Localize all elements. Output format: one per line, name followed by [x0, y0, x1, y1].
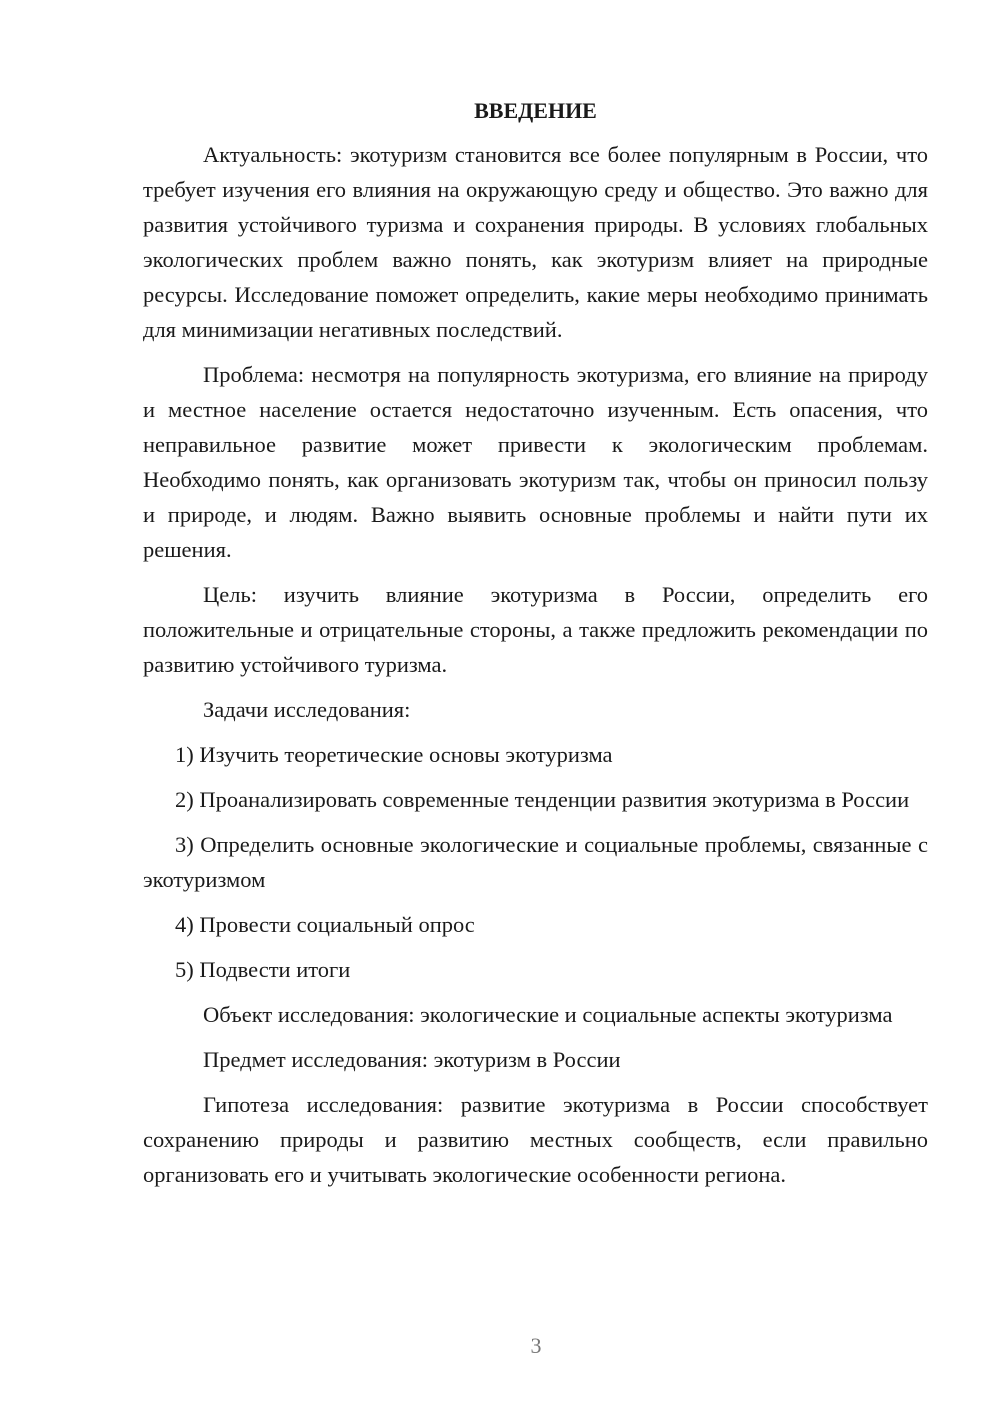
page-number: 3	[530, 1333, 542, 1358]
paragraph-goal: Цель: изучить влияние экотуризма в России, определить его положительные и отрицательные стороны, а также предложить рекомендации по развитию устойчивого туризма.	[143, 582, 928, 677]
paragraph-object: Объект исследования: экологические и социальные аспекты экотуризма	[203, 1002, 893, 1027]
paragraph-relevance: Актуальность: экотуризм становится все более популярным в России, что требует изучения его влияния на окружающую среду и общество. Это важно для развития устойчивого туризма и сохранения природы. В условиях глобальных экологических проблем важно понять, как экотуризм влияет на природные ресурсы. Исследование поможет определить, какие меры необходимо принимать для минимизации негативных последствий.	[143, 142, 928, 342]
paragraph-problem: Проблема: несмотря на популярность экотуризма, его влияние на природу и местное население остается недостаточно изученным. Есть опасения, что неправильное развитие может привести к экологическим проблемам. Необходимо понять, как организовать экотуризм так, чтобы он приносил пользу и природе, и людям. Важно выявить основные проблемы и найти пути их решения.	[143, 362, 928, 562]
task-item-3: 3) Определить основные экологические и социальные проблемы, связанные с экотуризмом	[143, 832, 928, 892]
page-content	[143, 95, 928, 1202]
task-item-5: 5) Подвести итоги	[175, 957, 351, 982]
paragraph-hypothesis: Гипотеза исследования: развитие экотуризма в России способствует сохранению природы и развитию местных сообществ, если правильно организовать его и учитывать экологические особенности региона.	[143, 1092, 928, 1187]
paragraph-subject: Предмет исследования: экотуризм в России	[203, 1047, 621, 1072]
page-title: ВВЕДЕНИЕ	[474, 98, 597, 123]
task-item-4: 4) Провести социальный опрос	[175, 912, 475, 937]
task-item-1: 1) Изучить теоретические основы экотуризма	[175, 742, 613, 767]
task-item-2: 2) Проанализировать современные тенденции развития экотуризма в России	[175, 787, 910, 812]
tasks-heading: Задачи исследования:	[203, 697, 411, 722]
